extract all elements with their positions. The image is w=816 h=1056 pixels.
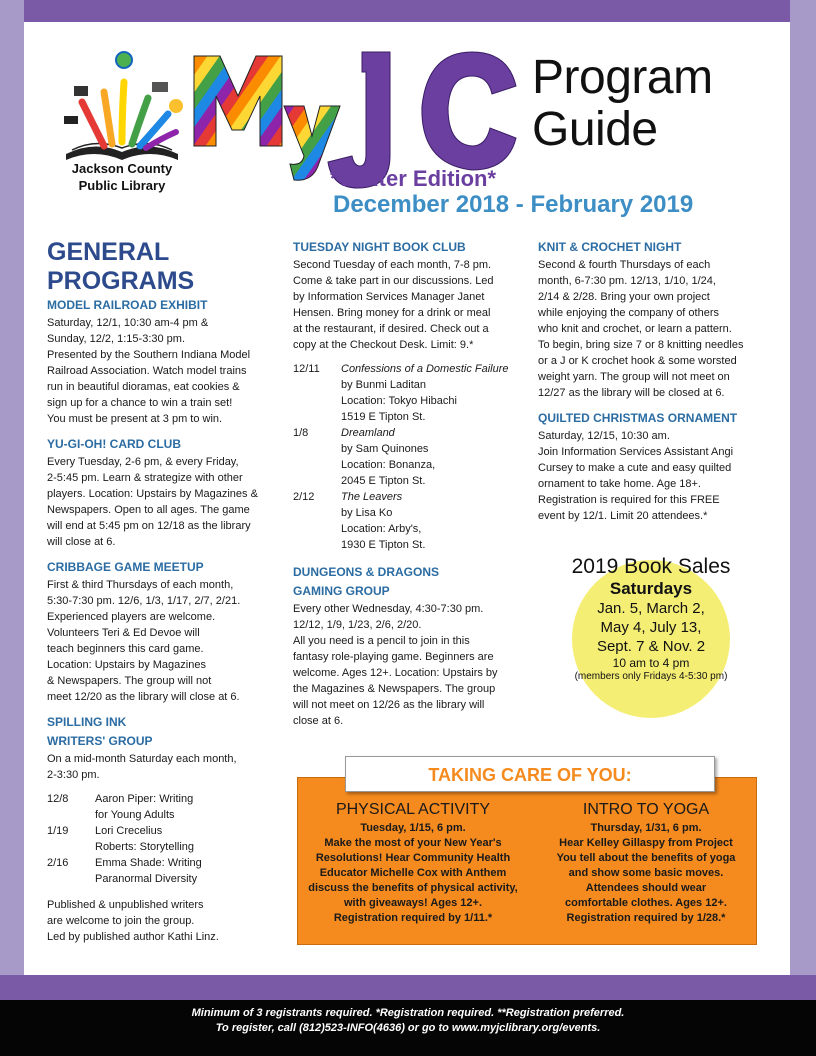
yoga-title: INTRO TO YOGA (582, 801, 710, 818)
cribbage-body: First & third Thursdays of each month, 5:30-7:30 pm. 12/6, 1/3, 1/17, 2/7, 2/21. Experienced players are welcome. Volunteers Teri & Ed Devoe will teach beginners this card game. Location: Upstairs by Magazines & Newspapers. The group will not meet 12/20 as the library will close at 6. (47, 579, 241, 703)
writers-schedule (47, 791, 283, 887)
ornament-body: Saturday, 12/15, 10:30 am. Join Information Services Assistant Angi Cursey to make a cute and easy quilted ornament to take home. Age 18+. Registration is required for this FREE event by 12/1. Limit 20 attendees.* (538, 430, 734, 522)
book-sales-subtitle: Saturdays (609, 579, 693, 598)
writers-closing: Published & unpublished writers are welcome to join the group. Led by published author Kathi Linz. (47, 899, 219, 943)
footer-line-2: To register, call (812)523-INFO(4636) or go to www.myjclibrary.org/events. (215, 1022, 601, 1034)
bookclub-schedule (293, 361, 527, 553)
dnd-title: DUNGEONS & DRAGONS GAMING GROUP (293, 565, 440, 598)
schedule-item: Lori Crecelius Roberts: Storytelling (95, 825, 195, 853)
schedule-date: 1/19 (47, 825, 69, 837)
writers-title: SPILLING INK WRITERS' GROUP (47, 715, 153, 748)
book-sales (548, 554, 754, 683)
date-range: December 2018 - February 2019 (333, 191, 694, 218)
schedule-item: Emma Shade: Writing Paranormal Diversity (95, 857, 202, 885)
footer (0, 1000, 816, 1056)
schedule-date: 12/11 (293, 363, 320, 375)
knit-title: KNIT & CROCHET NIGHT (538, 240, 682, 254)
schedule-item: Aaron Piper: Writing for Young Adults (95, 793, 194, 821)
book-sales-members: (members only Fridays 4-5:30 pm) (574, 671, 728, 682)
top-border (24, 0, 790, 22)
schedule-date: 2/16 (47, 857, 69, 869)
yugioh-body: Every Tuesday, 2-6 pm, & every Friday, 2-5:45 pm. Learn & strategize with other players. Location: Upstairs by Magazines & Newspapers. Open to all ages. The game will end at 5:45 pm on 12/18 as the library will close at 6. (47, 456, 258, 548)
railroad-body: Saturday, 12/1, 10:30 am-4 pm & Sunday, 12/2, 1:15-3:30 pm. Presented by the Southern Indiana Model Railroad Association. Watch model trains run in beautiful dioramas, eat cookies & sign up for a chance to win a train set! You must be present at 3 pm to win. (47, 317, 251, 425)
right-border (790, 0, 816, 1000)
cribbage-title: CRIBBAGE GAME MEETUP (47, 560, 204, 574)
schedule-date: 2/12 (293, 491, 315, 503)
dnd-body: Every other Wednesday, 4:30-7:30 pm. 12/12, 1/9, 1/23, 2/6, 2/20. All you need is a pencil to join in this fantasy role-playing game. Beginners are welcome. Ages 12+. Location: Upstairs by the Magazines & Newspapers. The group will not meet on 12/26 as the library will close at 6. (293, 603, 498, 727)
schedule-date: 12/8 (47, 793, 69, 805)
bottom-border (0, 975, 816, 1001)
left-column (47, 238, 283, 945)
schedule-item: Confessions of a Domestic Failure by Bunmi Laditan Location: Tokyo Hibachi 1519 E Tipton St. (341, 363, 509, 423)
right-column (538, 238, 774, 524)
bookclub-body: Second Tuesday of each month, 7-8 pm. Come & take part in our discussions. Led by Information Services Manager Janet Hensen. Bring money for a drink or meal at the restaurant, if desired. Check out a copy at the Checkout Desk. Limit: 9.* (293, 259, 494, 351)
middle-column (293, 238, 527, 729)
schedule-item: The Leavers by Lisa Ko Location: Arby's, 1930 E Tipton St. (341, 491, 426, 551)
program-guide-title: Program Guide (532, 51, 713, 156)
library-name: Jackson County Public Library (71, 161, 173, 193)
schedule-item: Dreamland by Sam Quinones Location: Bonanza, 2045 E Tipton St. (341, 427, 436, 487)
schedule-date: 1/8 (293, 427, 309, 439)
book-sales-title: 2019 Book Sales (571, 555, 731, 578)
taking-care-title: TAKING CARE OF YOU: (345, 756, 715, 792)
physical-activity-title: PHYSICAL ACTIVITY (335, 801, 491, 818)
footer-line-1: Minimum of 3 registrants required. *Registration required. **Registration preferred. (191, 1007, 625, 1019)
edition-label: *Winter Edition* (330, 166, 497, 191)
book-sales-time: 10 am to 4 pm (612, 656, 690, 670)
yugioh-title: YU-GI-OH! CARD CLUB (47, 437, 181, 451)
knit-body: Second & fourth Thursdays of each month, 6-7:30 pm. 12/13, 1/10, 1/24, 2/14 & 2/28. Bring your own project while enjoying the company of others who knit and crochet, or learn a pattern. To begin, bring size 7 or 8 knitting needles or a J or K crochet hook & some worsted weight yarn. The group will not meet on 12/27 as the library will be closed at 6. (538, 259, 744, 399)
intro-to-yoga: INTRO TO YOGA Thursday, 1/31, 6 pm. Hear Kelley Gillaspy from Project You tell about the benefits of yoga and show some basic moves. Attendees should wear comfortable clothes. Ages 12+. Registration required by 1/28.* (539, 800, 753, 926)
bookclub-title: TUESDAY NIGHT BOOK CLUB (293, 240, 466, 254)
book-sales-dates: Jan. 5, March 2, May 4, July 13, Sept. 7 & Nov. 2 (596, 600, 706, 655)
general-programs-heading: GENERAL PROGRAMS (47, 238, 195, 295)
left-border (0, 0, 24, 1000)
physical-activity: PHYSICAL ACTIVITY Tuesday, 1/15, 6 pm. Make the most of your New Year's Resolutions! Hear Community Health Educator Michelle Cox with Anthem discuss the benefits of physical activity, with giveaways! Ages 12+. Registration required by 1/11.* (306, 800, 520, 926)
ornament-title: QUILTED CHRISTMAS ORNAMENT (538, 411, 738, 425)
writers-body: On a mid-month Saturday each month, 2-3:30 pm. (47, 753, 237, 781)
railroad-title: MODEL RAILROAD EXHIBIT (47, 298, 208, 312)
